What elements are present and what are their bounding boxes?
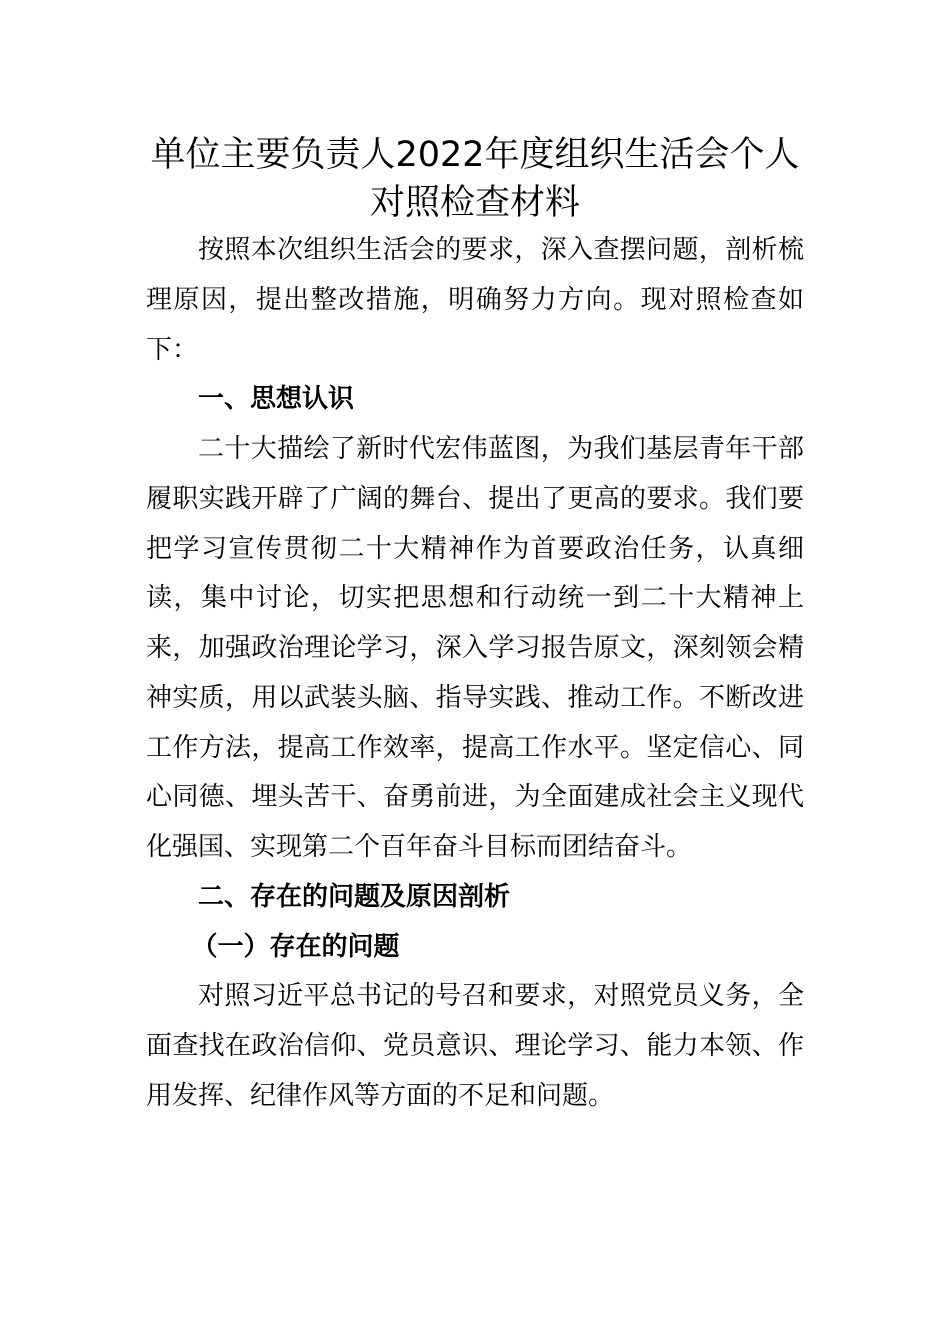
section-1-paragraph: 二十大描绘了新时代宏伟蓝图，为我们基层青年干部履职实践开辟了广阔的舞台、提出了更高的要求。我们要把学习宣传贯彻二十大精神作为首要政治任务，认真细读，集中讨论，切实把思想和行动统一到二十大精神上来，加强政治理论学习，深入学习报告原文，深刻领会精神实质，用以武装头脑、指导实践、推动工作。不断改进工作方法，提高工作效率，提高工作水平。坚定信心、同心同德、埋头苦干、奋勇前进，为全面建成社会主义现代化强国、实现第二个百年奋斗目标而团结奋斗。: [146, 434, 804, 863]
document-title-line-2: 对照检查材料: [369, 183, 580, 223]
document-title-line-1: 单位主要负责人2022年度组织生活会个人: [150, 135, 800, 175]
intro-paragraph: 按照本次组织生活会的要求，深入查摆问题，剖析梳理原因，提出整改措施，明确努力方向。现对照检查如下：: [146, 235, 804, 365]
document-body: [146, 226, 804, 1122]
section-1-heading: 一、思想认识: [198, 384, 355, 415]
subsection-1-paragraph: 对照习近平总书记的号召和要求，对照党员义务，全面查找在政治信仰、党员意识、理论学习、能力本领、作用发挥、纪律作风等方面的不足和问题。: [146, 981, 804, 1112]
section-2-heading: 二、存在的问题及原因剖析: [198, 881, 511, 912]
subsection-1-heading: （一）存在的问题: [191, 931, 400, 962]
document-title: [146, 131, 804, 227]
